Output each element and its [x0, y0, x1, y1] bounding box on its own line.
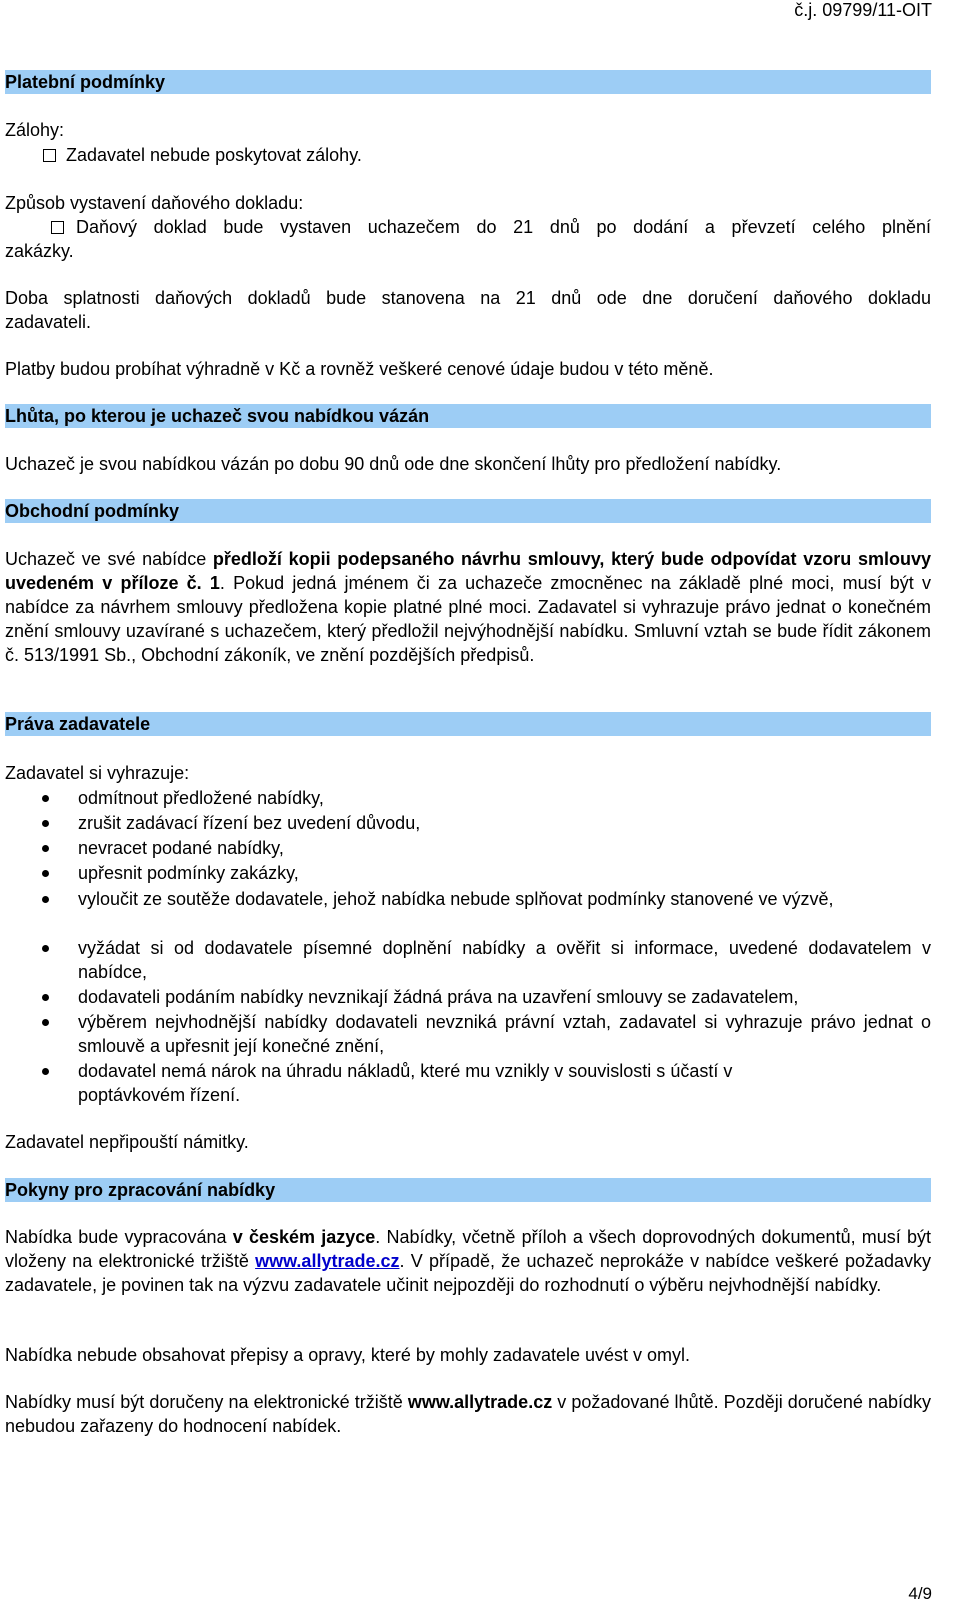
list-item: vyžádat si od dodavatele písemné doplnění nabídky a ověřit si informace, uvedené dodavatelem v nabídce, — [5, 936, 931, 984]
list-item: upřesnit podmínky zakázky, — [5, 861, 931, 885]
allytrade-bold-address: www.allytrade.cz — [407, 1392, 553, 1412]
language-bold: v českém jazyce — [232, 1227, 376, 1247]
list-item: dodavatel nemá nárok na úhradu nákladů, které mu vznikly v souvislosti s účastí v poptávkovém řízení. — [5, 1059, 811, 1107]
checkbox-icon[interactable] — [43, 149, 56, 162]
page-number: 4/9 — [908, 1584, 932, 1603]
allytrade-link[interactable]: www.allytrade.cz — [255, 1251, 400, 1271]
list-item: dodavateli podáním nabídky nevznikají žádná práva na uzavření smlouvy se zadavatelem, — [5, 985, 931, 1009]
instructions-paragraph-1: Nabídka bude vypracována v českém jazyce. Nabídky, včetně příloh a všech doprovodných dokumentů, musí být vloženy na elektronické tržiště www.allytrade.cz. V případě, že uchazeč neprokáže v nabídce veškeré požadavky zadavatele, je povinen tak na výzvu zadavatele učinit nejpozději do rozhodnutí o výběru nejvhodnější nabídky. — [5, 1227, 932, 1295]
bullet-icon — [42, 945, 49, 952]
zalohy-option-text: Zadavatel nebude poskytovat zálohy. — [66, 145, 362, 165]
bullet-icon — [42, 820, 49, 827]
doklad-option — [5, 215, 931, 239]
instructions-paragraph-2: Nabídka nebude obsahovat přepisy a opravy, které by mohly zadavatele uvést v omyl. — [5, 1345, 691, 1365]
splatnost-text-continuation: zadavateli. — [5, 312, 92, 332]
bullet-icon — [42, 845, 49, 852]
zalohy-option — [5, 143, 931, 167]
section-heading-bid-validity: Lhůta, po kterou je uchazeč svou nabídkou vázán — [5, 404, 931, 428]
list-item: zrušit zadávací řízení bez uvedení důvodu, — [5, 811, 931, 835]
zalohy-label: Zálohy: — [5, 120, 65, 140]
section-heading-contracting-rights: Práva zadavatele — [5, 712, 931, 736]
rights-intro: Zadavatel si vyhrazuje: — [5, 763, 190, 783]
business-terms-paragraph — [5, 547, 931, 667]
bid-validity-text: Uchazeč je svou nabídkou vázán po dobu 90 dnů ode dne skončení lhůty pro předložení nabídky. — [5, 454, 782, 474]
document-reference-number: č.j. 09799/11-OIT — [794, 0, 932, 20]
bullet-icon — [42, 795, 49, 802]
bullet-icon — [42, 1019, 49, 1026]
doklad-option-continuation: zakázky. — [5, 241, 74, 261]
splatnost-text: Doba splatnosti daňových dokladů bude stanovena na 21 dnů ode dne doručení daňového dokladu — [5, 288, 931, 308]
checkbox-icon[interactable] — [51, 221, 64, 234]
bullet-icon — [42, 994, 49, 1001]
section-heading-bid-instructions: Pokyny pro zpracování nabídky — [5, 1178, 931, 1202]
bullet-icon — [42, 896, 49, 903]
business-terms-text-1: Uchazeč ve své nabídce — [5, 549, 213, 569]
rights-outro: Zadavatel nepřipouští námitky. — [5, 1132, 249, 1152]
bullet-icon — [42, 1068, 49, 1075]
list-item: výběrem nejvhodnější nabídky dodavateli nevzniká právní vztah, zadavatel si vyhrazuje právo jednat o smlouvě a upřesnit její konečné znění, — [5, 1010, 931, 1058]
instructions-paragraph-3: Nabídky musí být doručeny na elektronické tržiště www.allytrade.cz v požadované lhůtě. Později doručené nabídky nebudou zařazeny do hodnocení nabídek. — [5, 1392, 932, 1436]
business-terms-bold: předloží kopii podepsaného návrhu smlouvy, který bude odpovídat vzoru smlouvy uvedeném v příloze č. 1 — [5, 549, 931, 593]
list-item: nevracet podané nabídky, — [5, 836, 931, 860]
list-item: odmítnout předložené nabídky, — [5, 786, 931, 810]
section-heading-business-terms: Obchodní podmínky — [5, 499, 931, 523]
bullet-icon — [42, 870, 49, 877]
list-item: vyloučit ze soutěže dodavatele, jehož nabídka nebude splňovat podmínky stanovené ve výzvě, — [5, 887, 931, 911]
business-terms-text-2: . Pokud jedná jménem či za uchazeče zmocněnec na základě plné moci, musí být v nabídce za návrhem smlouvy předložena kopie platné plné moci. Zadavatel si vyhrazuje právo jednat o konečném znění smlouvy uzavírané s uchazečem, který předložil nejvýhodnější nabídku. Smluvní vztah se bude řídit zákonem č. 513/1991 Sb., Obchodní zákoník, ve znění pozdějších předpisů. — [5, 573, 932, 665]
doklad-option-text: Daňový doklad bude vystaven uchazečem do 21 dnů po dodání a převzetí celého plnění — [76, 217, 931, 237]
doklad-label: Způsob vystavení daňového dokladu: — [5, 193, 304, 213]
section-heading-payment-terms: Platební podmínky — [5, 70, 931, 94]
platby-text: Platby budou probíhat výhradně v Kč a rovněž veškeré cenové údaje budou v této měně. — [5, 359, 714, 379]
